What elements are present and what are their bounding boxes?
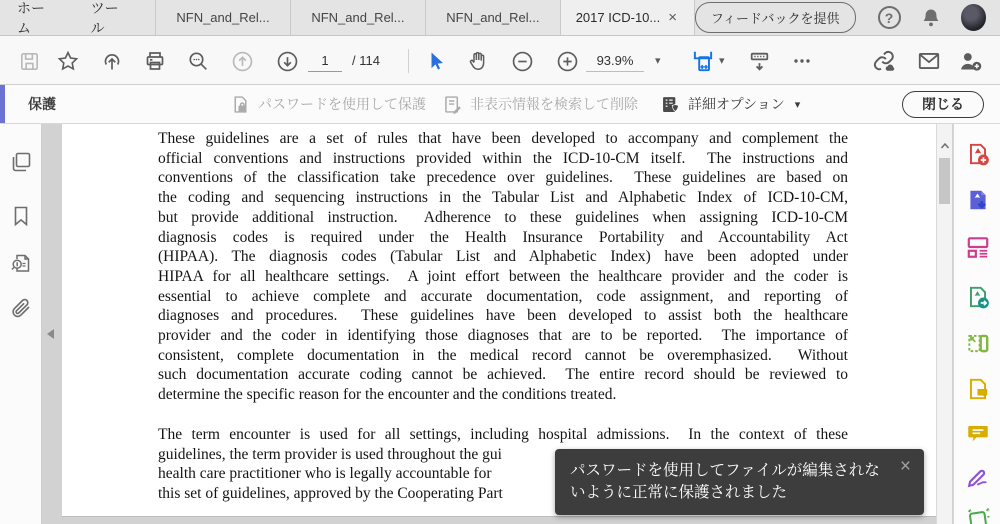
document-text-line: guidelines, the term provider is used throughout the gui — [158, 445, 502, 463]
quick-toolbar — [0, 36, 1000, 85]
next-page-icon[interactable] — [274, 48, 300, 74]
toolbar-divider — [408, 49, 409, 73]
feedback-button[interactable]: フィードバックを提供 — [695, 2, 856, 33]
protection-bar-title: 保護 — [28, 96, 56, 112]
document-text-line: determine the specific reason for the encounter and the conditions treated. — [158, 386, 617, 404]
left-navigation-rail — [0, 124, 42, 524]
document-text-line: official conventions and instructions provided within the ICD-10-CM itself. The instructions and — [158, 149, 848, 167]
zoom-dropdown-caret-icon[interactable]: ▾ — [655, 55, 661, 67]
protect-with-password-label: パスワードを使用して保護 — [258, 96, 426, 112]
document-text-line: consistent, complete documentation in the medical record cannot be overemphasized. Without — [158, 346, 848, 364]
notifications-bell-icon[interactable] — [919, 6, 943, 30]
pdf-page-text — [158, 129, 848, 504]
advanced-options-icon — [660, 94, 681, 115]
advanced-options-label: 詳細オプション — [688, 96, 785, 112]
bookmarks-icon[interactable] — [9, 204, 33, 228]
password-lock-document-icon — [230, 94, 251, 115]
convert-pdf-icon[interactable] — [965, 284, 991, 310]
paragraph-gap — [158, 405, 848, 425]
print-icon[interactable] — [142, 48, 168, 74]
more-tools-icon[interactable] — [789, 48, 815, 74]
page-number-input[interactable]: 1 — [308, 50, 342, 72]
document-text-line: diagnosis codes is required under the Health Insurance Portability and Accountability Act — [158, 228, 848, 246]
scroll-up-icon[interactable] — [939, 140, 951, 152]
document-tab-label: NFN_and_Rel... — [311, 10, 405, 25]
page-thumbnails-icon[interactable] — [9, 150, 33, 174]
document-tab-1[interactable] — [155, 0, 290, 35]
create-pdf-icon[interactable] — [965, 141, 991, 167]
title-tab-bar — [0, 0, 1000, 36]
protect-with-password-button[interactable] — [230, 85, 426, 123]
document-text-line: diagnoses and procedures. These guidelines have been developed to assist both the healthcare — [158, 307, 848, 325]
document-text-line: health care practitioner who is legally accountable for — [158, 465, 492, 483]
document-tab-label: NFN_and_Rel... — [446, 10, 540, 25]
search-icon[interactable] — [185, 48, 211, 74]
share-link-icon[interactable] — [872, 48, 898, 74]
zoom-out-icon[interactable] — [509, 48, 535, 74]
previous-page-icon[interactable] — [229, 48, 255, 74]
tab-home[interactable] — [0, 0, 74, 35]
document-tab-active[interactable] — [560, 0, 695, 35]
document-search-icon[interactable] — [9, 251, 33, 275]
protection-accent-stripe — [0, 85, 5, 123]
document-tab-label: 2017 ICD-10... — [575, 10, 661, 25]
document-text-line: but provide additional instruction. Adherence to these guidelines when assigning ICD-10-CM — [158, 208, 848, 226]
help-icon[interactable]: ? — [878, 6, 901, 29]
close-protection-bar-button[interactable]: 閉じる — [902, 91, 984, 118]
document-text-line: HIPAA for all healthcare settings. A joint effort between the healthcare provider and the coder is — [158, 267, 848, 285]
document-text-line: this set of guidelines, approved by the Cooperating Part — [158, 484, 503, 502]
password-protected-toast — [555, 449, 924, 515]
send-for-review-icon[interactable] — [965, 376, 991, 402]
comments-icon[interactable] — [965, 420, 991, 446]
document-text-line: The term encounter is used for all settings, including hospital admissions. In the context of these — [158, 425, 848, 443]
collapse-panel-arrow-icon[interactable] — [47, 329, 54, 339]
tab-tools[interactable] — [74, 0, 147, 35]
save-icon[interactable] — [16, 48, 42, 74]
find-hidden-info-button[interactable] — [442, 85, 638, 123]
toast-close-icon[interactable]: × — [899, 456, 911, 477]
hide-toolbar-icon[interactable] — [746, 48, 772, 74]
scrollbar-thumb[interactable] — [939, 158, 950, 204]
tab-close-icon[interactable]: × — [668, 9, 678, 26]
export-pdf-icon[interactable] — [965, 187, 991, 213]
document-text-line: the coding and sequencing instructions in the Tabular List and Alphabetic Index of ICD-10-CM, — [158, 189, 848, 207]
advanced-options-button[interactable] — [660, 85, 800, 123]
vertical-scrollbar[interactable] — [936, 124, 952, 524]
tab-home-label: ホーム — [17, 0, 45, 36]
combine-files-icon[interactable] — [965, 234, 991, 260]
right-tools-rail — [953, 124, 1000, 524]
ai-stamp-tool-icon[interactable] — [965, 505, 991, 524]
email-icon[interactable] — [916, 48, 942, 74]
user-avatar[interactable] — [961, 4, 986, 31]
hidden-info-document-icon — [442, 94, 463, 115]
zoom-in-icon[interactable] — [554, 48, 580, 74]
page-total-label: / 114 — [352, 53, 380, 68]
document-tab-label: NFN_and_Rel... — [176, 10, 270, 25]
document-text-line: (HIPAA). The diagnosis codes (Tabular List and Alphabetic Index) have been adopted under — [158, 248, 848, 266]
organize-pages-icon[interactable] — [965, 330, 991, 356]
document-tab-2[interactable] — [290, 0, 425, 35]
attachments-paperclip-icon[interactable] — [9, 296, 33, 320]
share-upload-icon[interactable] — [99, 48, 125, 74]
document-text-line: essential to achieve complete and accurate documentation, code assignment, and reporting of — [158, 287, 848, 305]
document-tab-3[interactable] — [425, 0, 560, 35]
advanced-options-caret-icon: ▾ — [794, 98, 801, 111]
find-hidden-info-label: 非表示情報を検索して削除 — [470, 96, 638, 112]
select-cursor-icon[interactable] — [423, 48, 449, 74]
fit-width-icon[interactable] — [690, 48, 716, 74]
document-text-line: provider and the coder in identifying those diagnoses that are to be reported. The importance of — [158, 327, 848, 345]
hand-tool-icon[interactable] — [465, 48, 491, 74]
toast-message: パスワードを使用してファイルが編集されないように正常に保護されました — [570, 462, 880, 501]
add-person-icon[interactable] — [957, 48, 983, 74]
document-text-line: such documentation accurate coding cannot be achieved. The entire record should be reviewed to — [158, 366, 848, 384]
zoom-level-value[interactable]: 93.9% — [586, 50, 644, 72]
fill-and-sign-icon[interactable] — [965, 462, 991, 488]
star-favorite-icon[interactable] — [55, 48, 81, 74]
document-text-line: These guidelines are a set of rules that have been developed to accompany and complement the — [158, 130, 848, 147]
fit-width-caret-icon[interactable]: ▾ — [719, 55, 725, 67]
document-text-line: conventions of the classification take precedence over guidelines. These guidelines are based on — [158, 169, 848, 187]
protection-bar — [0, 85, 1000, 124]
paragraph-1 — [158, 129, 848, 405]
tab-tools-label: ツール — [90, 0, 119, 36]
